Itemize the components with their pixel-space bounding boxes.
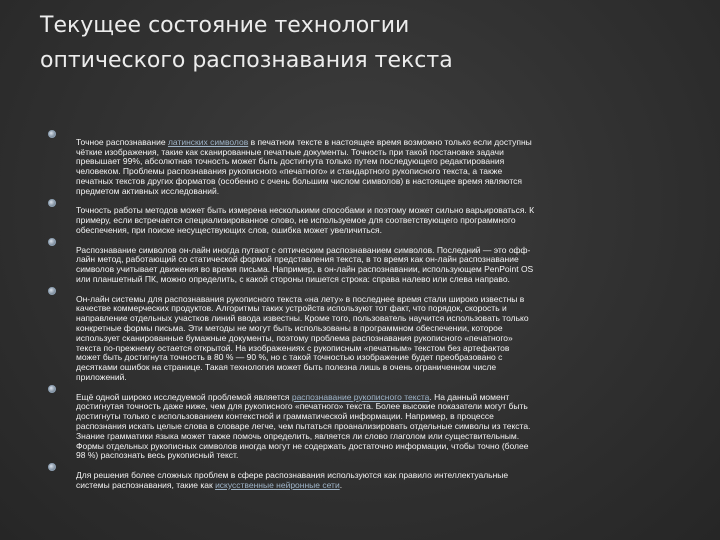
- bullet-text: . На данный момент достигнутая точность даже ниже, чем для рукописного «печатного» текста. Более высокие показатели могут быть достигнуты только с использованием контекстной и грамматической информации. Например, в процессе распознания искать целые слова в словаре легче, чем пытаться проанализировать отдельные символы из текста. Знание грамматики языка может также помочь определить, является ли слово глаголом или существительным. Формы отдельных рукописных символов иногда могут не содержать достаточно информации, чтобы точно (более 98 %) распознать весь рукописный текст.: [76, 391, 531, 461]
- bullet-text: Для решения более сложных проблем в сфере распознавания используются как правило интеллектуальные системы распознавания, такие как: [76, 469, 509, 490]
- slide-title-line-1: Текущее состояние технологии: [40, 13, 410, 38]
- bullet-icon: [48, 199, 56, 207]
- slide-title-line-2: оптического распознавания текста: [40, 48, 453, 73]
- bullet-icon: [48, 463, 56, 471]
- bullet-item-online-systems: [48, 285, 708, 383]
- slide-title: [40, 8, 700, 78]
- bullet-item-latin-accuracy: [48, 128, 708, 197]
- bullet-icon: [48, 238, 56, 246]
- bullet-text: Он-лайн системы для распознавания рукописного текста «на лету» в последнее время стали широко известны в качестве коммерческих продуктов. Алгоритмы таких устройств используют тот факт, что порядок, скорость и направление отдельных участков линий ввода известны. Кроме того, пользователь научится использовать только конкретные формы письма. Эти методы не могут быть использованы в программном обеспечении, которое использует сканированные бумажные документы, поэтому проблема распознавания рукописного «печатного» текста по-прежнему остается открытой. На изображениях с рукописным «печатным» текстом без артефактов может быть достигнута точность в 80 % — 90 %, но с такой точностью изображение будет преобразовано с десятками ошибок на странице. Такая технология может быть полезна лишь в очень ограниченном числе приложений.: [76, 293, 529, 382]
- bullet-text: .: [339, 479, 343, 490]
- bullet-text: Распознавание символов он-лайн иногда путают с оптическим распознаванием символов. Последний — это офф- лайн метод, работающий со статической формой представления текста, в то время как он-лайн распознавание символов учитывает движения во время письма. Например, в он-лайн распознавании, использующем PenPoint OS или планшетный ПК, можно определить, с какой стороны пишется строка: справа налево или слева направо.: [76, 244, 534, 284]
- bullet-item-online-vs-offline: [48, 236, 708, 285]
- bullet-icon: [48, 130, 56, 138]
- bullet-item-measurement: [48, 197, 708, 236]
- handwriting-recognition-link[interactable]: распознавание рукописного текста: [291, 391, 430, 402]
- bullet-text: в печатном тексте в настоящее время возможно только если доступны чёткие изображения, такие как сканированные печатные документы. Точность при такой постановке задачи превышает 99%, абсолютная точность может быть достигнута только путем последующего редактирования человеком. Проблемы распознавания рукописного «печатного» и стандартного рукописного текста, а также печатных текстов других форматов (особенно с очень большим числом символов) в настоящее время являются предметом активных исследований.: [76, 136, 532, 196]
- bullet-list: [48, 128, 708, 490]
- bullet-text: Ещё одной широко исследуемой проблемой является: [76, 391, 292, 402]
- bullet-item-neural-networks: [48, 461, 708, 490]
- latin-symbols-link[interactable]: латинских символов: [167, 136, 249, 147]
- bullet-text: Точность работы методов может быть измерена несколькими способами и поэтому может сильно варьироваться. К примеру, если встречается специализированное слово, не используемое для соответствующего программного обеспечения, при поиске несуществующих слов, ошибка может увеличиться.: [76, 205, 535, 235]
- bullet-icon: [48, 287, 56, 295]
- bullet-item-handwriting: [48, 383, 708, 461]
- bullet-text: Точное распознавание: [76, 136, 168, 147]
- neural-networks-link[interactable]: искусственные нейронные сети: [215, 479, 340, 490]
- bullet-icon: [48, 385, 56, 393]
